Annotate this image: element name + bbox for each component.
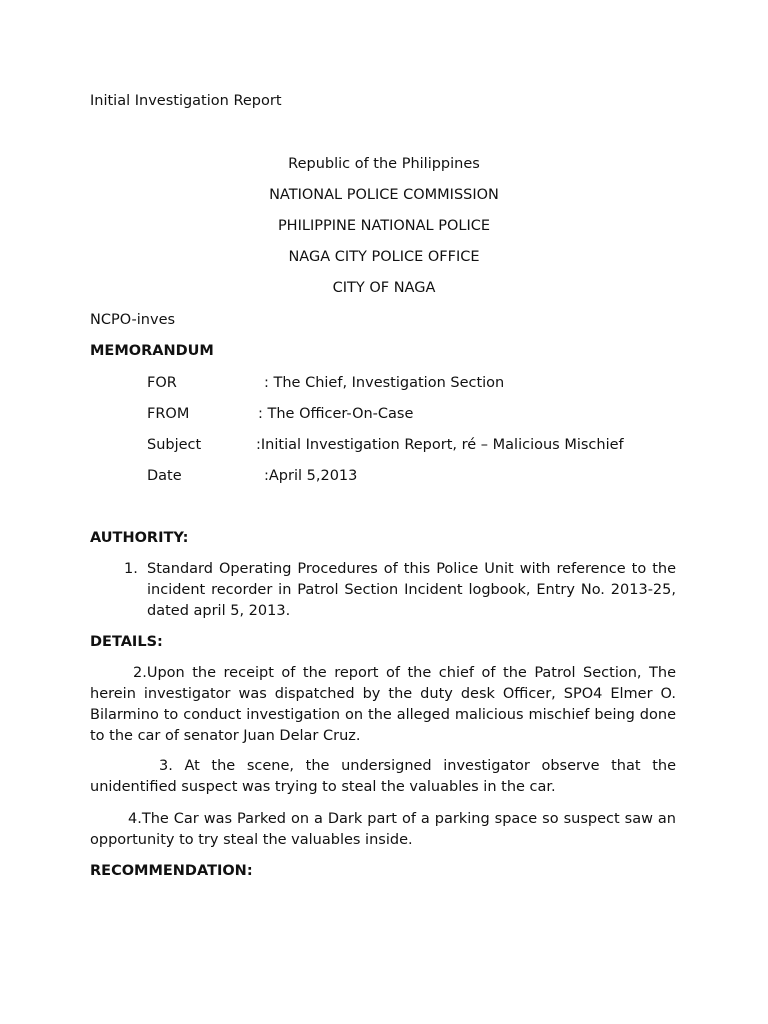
memo-date-label: Date <box>147 468 182 484</box>
document-title: Initial Investigation Report <box>90 93 282 109</box>
memo-date-value: :April 5,2013 <box>264 468 358 484</box>
memo-subject-value: :Initial Investigation Report, ré – Malicious Mischief <box>256 437 624 453</box>
details-paragraph-3: 3. At the scene, the undersigned investigator observe that the unidentified suspect was trying to steal the valuables in the car. <box>90 758 676 795</box>
header-police-office: NAGA CITY POLICE OFFICE <box>288 249 480 265</box>
authority-heading: AUTHORITY: <box>90 530 189 546</box>
details-paragraph-4: 4.The Car was Parked on a Dark part of a parking space so suspect saw an opportunity to try steal the valuables inside. <box>90 811 676 848</box>
details-paragraph-2: 2.Upon the receipt of the report of the chief of the Patrol Section, The herein investigator was dispatched by the duty desk Officer, SPO4 Elmer O. Bilarmino to conduct investigation on the alleged malicious mischief being done to the car of senator Juan Delar Cruz. <box>90 665 676 744</box>
header-napolcom: NATIONAL POLICE COMMISSION <box>269 187 499 203</box>
authority-list-item <box>124 559 676 622</box>
memo-for-value: : The Chief, Investigation Section <box>264 375 505 391</box>
memo-for-label: FOR <box>147 375 177 391</box>
header-pnp: PHILIPPINE NATIONAL POLICE <box>277 218 491 234</box>
memo-subject-label: Subject <box>147 437 202 453</box>
memo-from-value: : The Officer-On-Case <box>258 406 414 422</box>
recommendation-heading: RECOMMENDATION: <box>90 863 253 879</box>
header-republic: Republic of the Philippines <box>288 156 480 172</box>
authority-item-text: Standard Operating Procedures of this Police Unit with reference to the incident recorder in Patrol Section Incident logbook, Entry No. 2013-25, dated april 5, 2013. <box>147 561 676 619</box>
memorandum-heading: MEMORANDUM <box>90 343 214 359</box>
reference-code: NCPO-inves <box>90 312 176 328</box>
header-city: CITY OF NAGA <box>332 280 436 296</box>
memo-from-label: FROM <box>147 406 190 422</box>
details-heading: DETAILS: <box>90 634 163 650</box>
list-number: 1. <box>124 561 138 577</box>
